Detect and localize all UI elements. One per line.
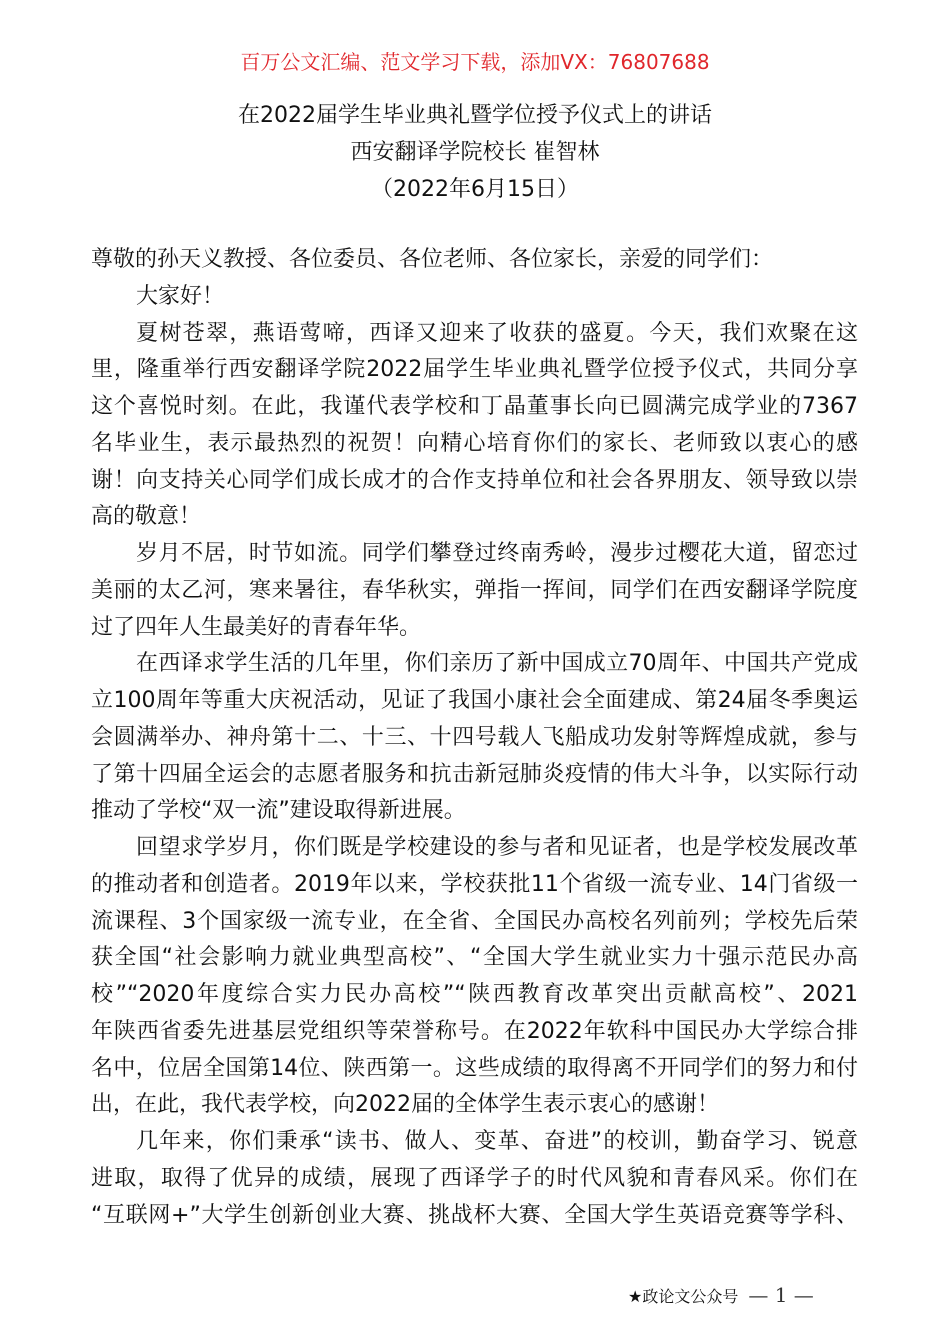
text-line: “互联网+”大学生创新创业大赛、挑战杯大赛、全国大学生英语竞赛等学科、 <box>91 1202 858 1228</box>
paragraph <box>91 1124 858 1234</box>
text-line: 回望求学岁月，你们既是学校建设的参与者和见证者，也是学校发展改革 <box>136 835 858 860</box>
text-line: 校”“2020年度综合实力民办高校”“陕西教育改革突出贡献高校”、2021 <box>91 982 858 1007</box>
text-line: 名中，位居全国第14位、陕西第一。这些成绩的取得离不开同学们的努力和付 <box>91 1055 858 1081</box>
text-line: 夏树苍翠，燕语莺啼，西译又迎来了收获的盛夏。今天，我们欢聚在这 <box>136 320 858 346</box>
page-footer <box>628 1283 814 1307</box>
text-line: 谢！向支持关心同学们成长成才的合作支持单位和社会各界朋友、领导致以崇 <box>91 467 858 493</box>
speech-body <box>91 242 858 1234</box>
text-line: 年陕西省委先进基层党组织等荣誉称号。在2022年软科中国民办大学综合排 <box>91 1018 858 1044</box>
text-line: 立100周年等重大庆祝活动，见证了我国小康社会全面建成、第24届冬季奥运 <box>91 688 858 713</box>
speech-date: （2022年6月15日） <box>371 177 579 202</box>
text-line: 这个喜悦时刻。在此，我谨代表学校和丁晶董事长向已圆满完成学业的7367 <box>91 394 858 419</box>
promo-banner: 百万公文汇编、范文学习下载，添加VX：76807688 <box>240 50 710 74</box>
text-line: 在西译求学生活的几年里，你们亲历了新中国成立70周年、中国共产党成 <box>136 651 858 677</box>
text-line: 会圆满举办、神舟第十二、十三、十四号载人飞船成功发射等辉煌成就，参与 <box>91 724 858 750</box>
text-line: 推动了学校“双一流”建设取得新进展。 <box>91 798 466 824</box>
text-line: 流课程、3个国家级一流专业，在全省、全国民办高校名列前列；学校先后荣 <box>91 908 858 934</box>
speech-title: 在2022届学生毕业典礼暨学位授予仪式上的讲话 <box>238 103 712 128</box>
paragraph <box>91 646 858 830</box>
text-line: 获全国“社会影响力就业典型高校”、“全国大学生就业实力十强示范民办高 <box>91 945 858 971</box>
text-line: 了第十四届全运会的志愿者服务和抗击新冠肺炎疫情的伟大斗争，以实际行动 <box>91 761 858 787</box>
text-line: 尊敬的孙天义教授、各位委员、各位老师、各位家长，亲爱的同学们： <box>91 247 774 272</box>
footer-source: ★政论文公众号 <box>628 1286 739 1306</box>
text-line: 美丽的太乙河，寒来暑往，春华秋实，弹指一挥间，同学们在西安翻译学院度 <box>91 577 858 603</box>
text-line: 大家好！ <box>136 283 225 309</box>
text-line: 高的敬意！ <box>91 504 202 530</box>
text-line: 过了四年人生最美好的青春年华。 <box>91 614 422 640</box>
text-line: 名毕业生，表示最热烈的祝贺！向精心培育你们的家长、老师致以衷心的感 <box>91 430 858 456</box>
text-line: 的推动者和创造者。2019年以来，学校获批11个省级一流专业、14门省级一 <box>91 871 858 897</box>
text-line: 几年来，你们秉承“读书、做人、变革、奋进”的校训，勤奋学习、锐意 <box>136 1129 858 1154</box>
text-line: 里，隆重举行西安翻译学院2022届学生毕业典礼暨学位授予仪式，共同分享 <box>91 357 858 383</box>
paragraph <box>91 279 858 316</box>
paragraph <box>91 242 858 279</box>
text-line: 出，在此，我代表学校，向2022届的全体学生表示衷心的感谢！ <box>91 1092 719 1118</box>
text-line: 岁月不居，时节如流。同学们攀登过终南秀岭，漫步过樱花大道，留恋过 <box>136 541 858 566</box>
paragraph <box>91 830 858 1124</box>
text-line: 进取，取得了优异的成绩，展现了西译学子的时代风貌和青春风采。你们在 <box>91 1165 858 1191</box>
paragraph <box>91 536 858 646</box>
page-number: — 1 — <box>748 1283 814 1307</box>
paragraph <box>91 316 858 537</box>
speech-author: 西安翻译学院校长 崔智林 <box>350 140 600 165</box>
